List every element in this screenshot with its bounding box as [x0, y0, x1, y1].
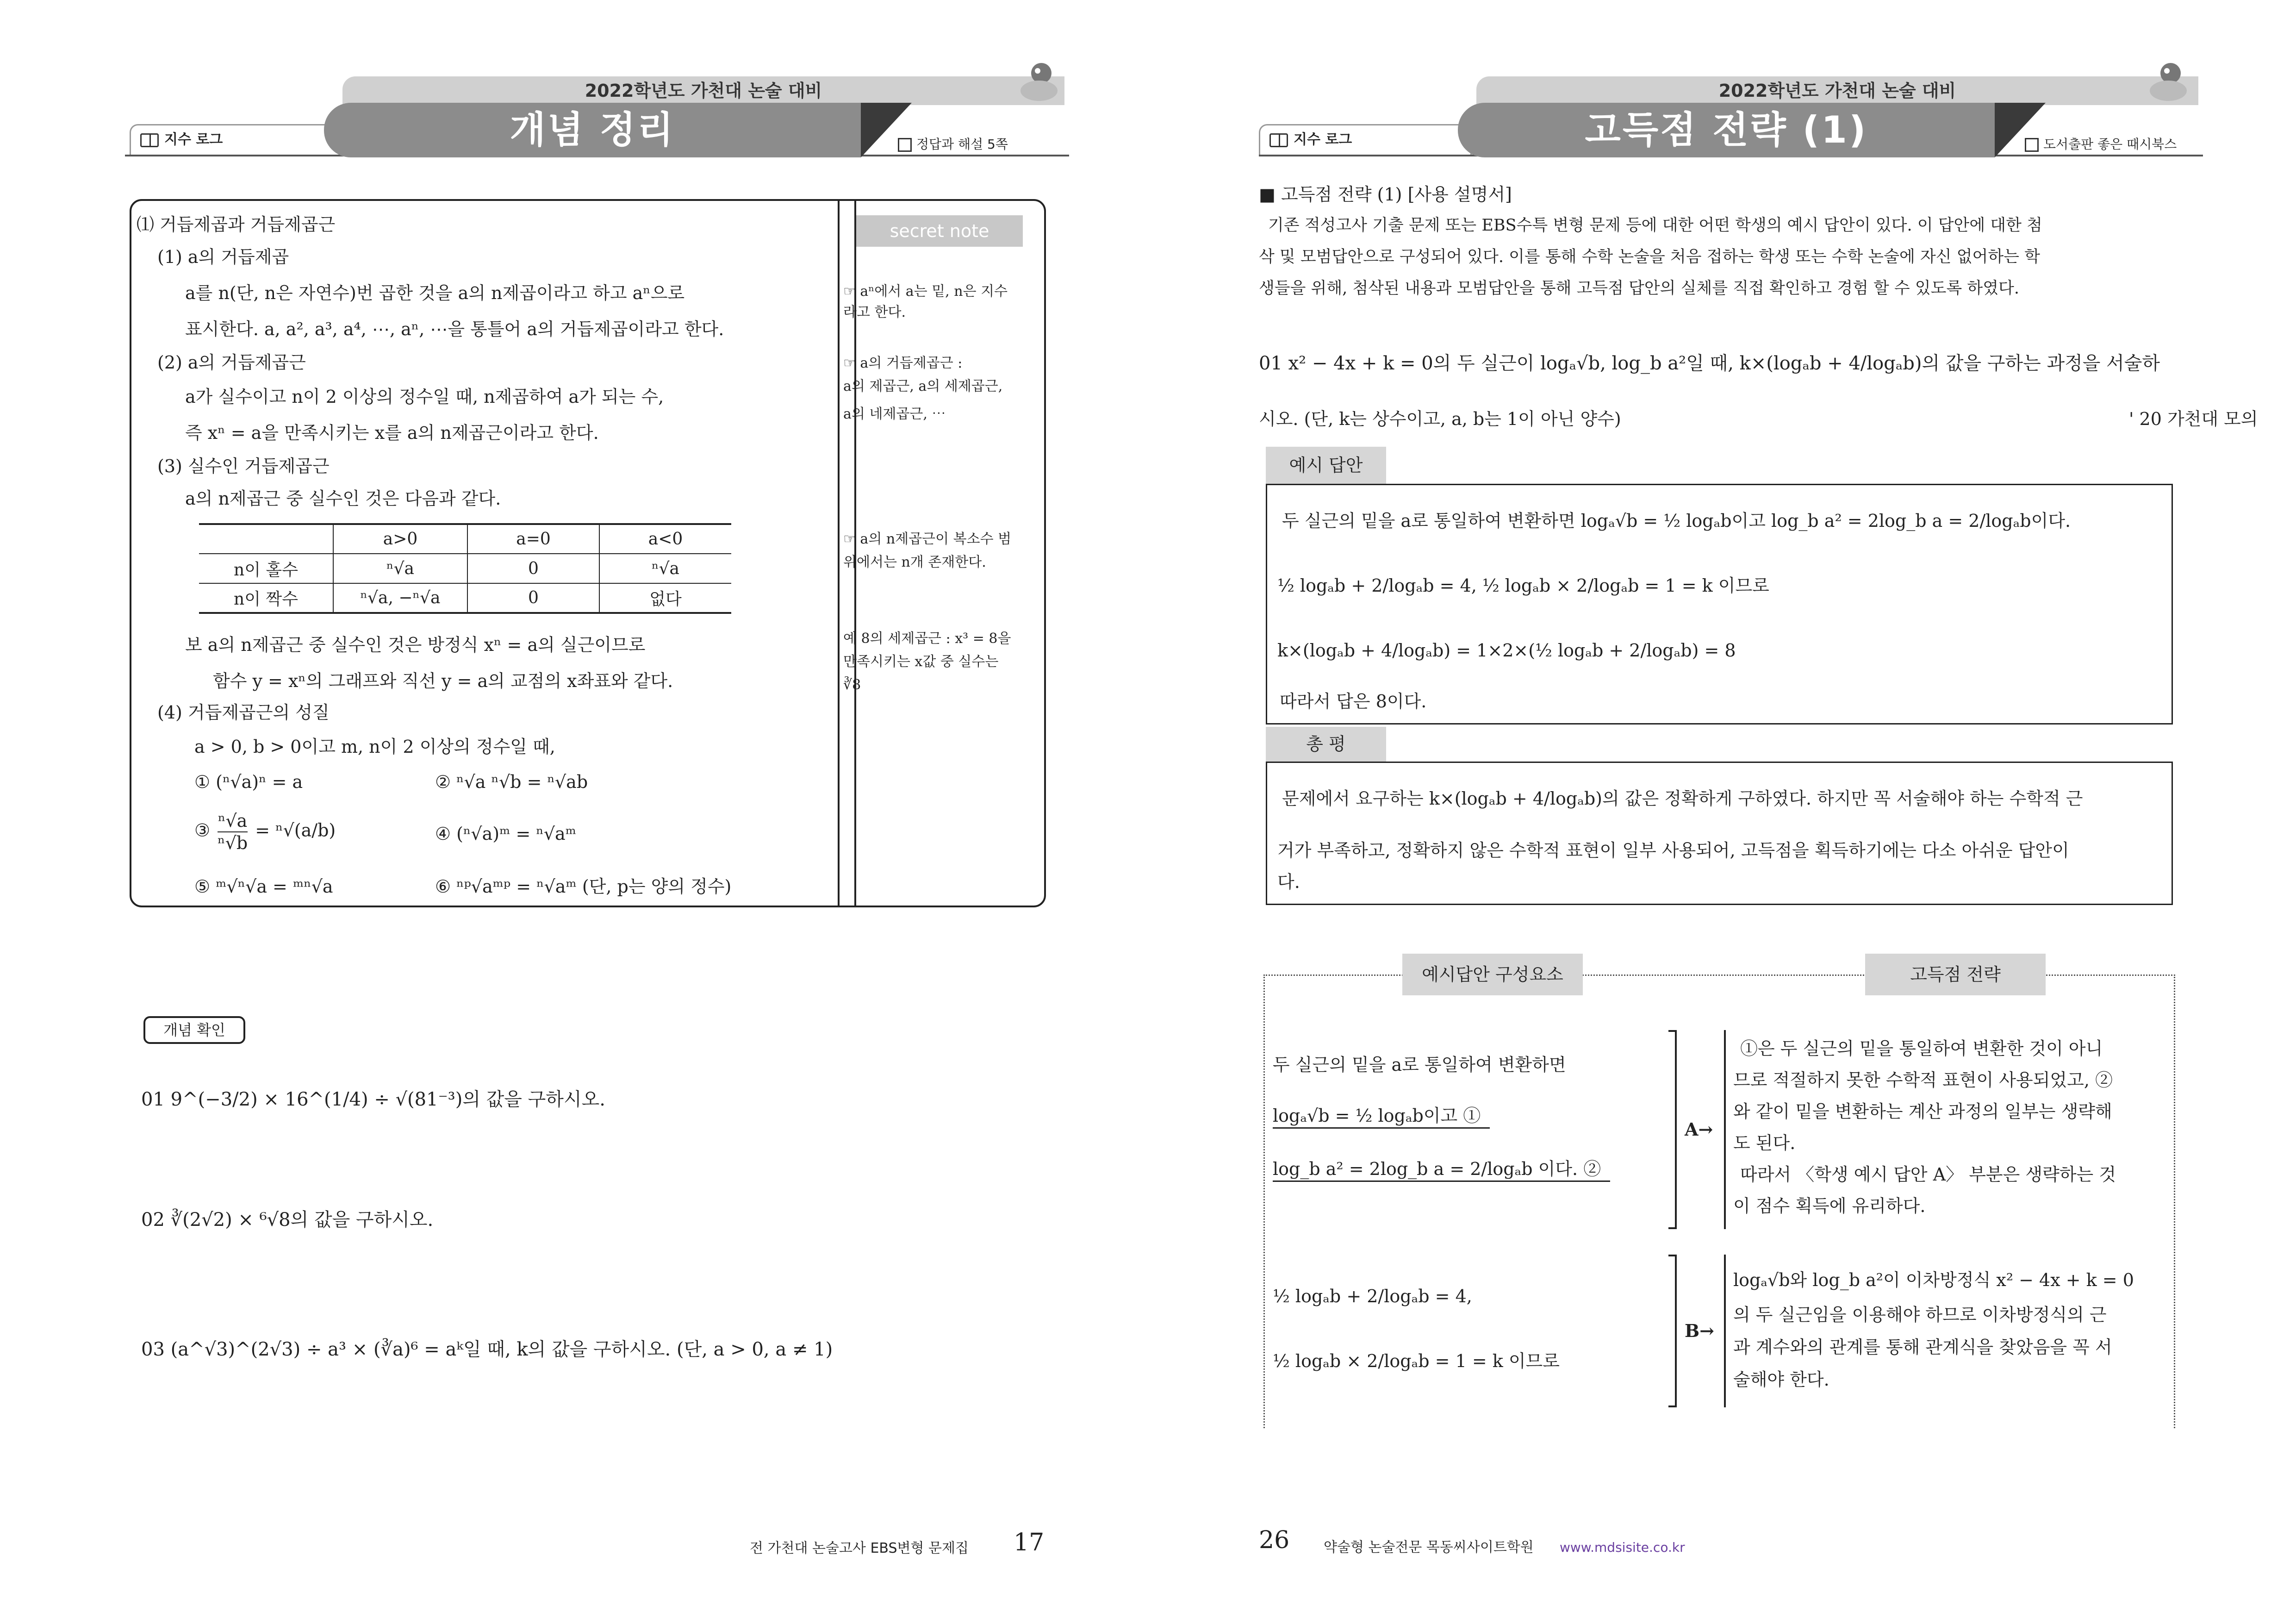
- example-answer-label: 예시 답안: [1266, 447, 1386, 484]
- problem-source: ' 20 가천대 모의: [2129, 409, 2258, 429]
- header-top-title: 2022학년도 가천대 논술 대비: [342, 76, 1064, 105]
- b-tag: B→: [1685, 1320, 1714, 1341]
- header-top-title: 2022학년도 가천대 논술 대비: [1476, 76, 2198, 105]
- book-icon: [1269, 133, 1288, 147]
- analysis-a-comment-1: ①은 두 실근의 밑을 통일하여 변환한 것이 아니: [1740, 1038, 2103, 1059]
- analysis-b-comment-1: logₐ√b와 log_b a²이 이차방정식 x² − 4x + k = 0: [1733, 1270, 2134, 1290]
- example-line-1: 두 실근의 밑을 a로 통일하여 변환하면 logₐ√b = ½ logₐb이고 log_b a² = 2log_b a = 2/logₐb이다.: [1282, 511, 2071, 531]
- note-2-line-1: ☞ a의 거듭제곱근 :: [843, 355, 963, 371]
- note-2-line-2: a의 제곱근, a의 세제곱근,: [843, 378, 1003, 394]
- section-2-line-2: 즉 xⁿ = a을 만족시키는 x를 a의 n제곱근이라고 한다.: [185, 423, 599, 443]
- section-4-title: (4) 거듭제곱근의 성질: [157, 702, 330, 723]
- note-1-line-2: 라고 한다.: [843, 304, 906, 320]
- header-tab: 지수 로그: [1259, 124, 1472, 155]
- question-3: 03 (a^√3)^(2√3) ÷ a³ × (∛a)⁶ = aᵏ일 때, k의 값을 구하시오. (단, a > 0, a ≠ 1): [141, 1339, 833, 1360]
- note-3-line-1: ☞ a의 n제곱근이 복소수 범: [843, 531, 1012, 547]
- analysis-b-line-2: ½ logₐb × 2/logₐb = 1 = k 이므로: [1273, 1351, 1560, 1371]
- review-label: 총 평: [1266, 727, 1386, 762]
- review-line-1: 문제에서 요구하는 k×(logₐb + 4/logₐb)의 값은 정확하게 구하였다. 하지만 꼭 서술해야 하는 수학적 근: [1282, 788, 2083, 809]
- section-3-line-1: a의 n제곱근 중 실수인 것은 다음과 같다.: [185, 488, 501, 509]
- note-4-line-1: 예 8의 세제곱근 : x³ = 8을: [843, 631, 1011, 647]
- footer-text: 약술형 논술전문 목동씨사이트학원: [1324, 1539, 1534, 1555]
- book-icon: [140, 133, 159, 147]
- a-tag: A→: [1685, 1119, 1713, 1140]
- mascot-logo-icon: [2143, 55, 2194, 106]
- analysis-left-label: 예시답안 구성요소: [1402, 954, 1583, 995]
- analysis-a-line-1: 두 실근의 밑을 a로 통일하여 변환하면: [1273, 1055, 1566, 1075]
- example-line-4: 따라서 답은 8이다.: [1280, 691, 1427, 712]
- reference-line-2: 함수 y = xⁿ의 그래프와 직선 y = a의 교점의 x좌표와 같다.: [213, 671, 673, 691]
- analysis-a-comment-5: 따라서 〈학생 예시 답안 A〉 부분은 생략하는 것: [1740, 1164, 2116, 1185]
- right-page: [1157, 0, 2277, 1624]
- analysis-a-line-2: logₐ√b = ½ logₐb이고 ①: [1273, 1104, 1490, 1129]
- note-4-line-2: 만족시키는 x값 중 실수는: [843, 654, 999, 670]
- header-tab: 지수 로그: [130, 124, 342, 155]
- section-2-line-1: a가 실수이고 n이 2 이상의 정수일 때, n제곱하여 a가 되는 수,: [185, 387, 664, 407]
- section-1-line-1: a를 n(단, n은 자연수)번 곱한 것을 a의 n제곱이라고 하고 aⁿ으로: [185, 283, 685, 303]
- analysis-a-comment-4: 도 된다.: [1733, 1133, 1796, 1153]
- note-1-line-1: ☞ aⁿ에서 a는 밑, n은 지수: [843, 283, 1008, 300]
- property-3: ③ $\frac{\text{ⁿ√a}}{\text{ⁿ√b}}$ = ⁿ√(a/b): [194, 811, 336, 853]
- analysis-a-comment-3: 와 같이 밑을 변환하는 계산 과정의 일부는 생략해: [1733, 1101, 2112, 1122]
- property-1: ① (ⁿ√a)ⁿ = a: [194, 772, 303, 792]
- secret-note-title: secret note: [856, 215, 1023, 247]
- page-number: 17: [1014, 1529, 1045, 1556]
- pencil-icon: [2025, 138, 2039, 152]
- footer-text: 전 가천대 논술고사 EBS변형 문제집: [750, 1540, 969, 1556]
- b-bracket: [1668, 1255, 1677, 1407]
- analysis-b-comment-2: 의 두 실근임을 이용해야 하므로 이차방정식의 근: [1733, 1305, 2107, 1325]
- mascot-logo-icon: [1014, 55, 1064, 106]
- section-1-line-2: 표시한다. a, a², a³, a⁴, ⋯, aⁿ, ⋯을 통틀어 a의 거듭제곱이라고 한다.: [185, 319, 724, 339]
- question-1: 01 9^(−3/2) × 16^(1/4) ÷ √(81⁻³)의 값을 구하시오.: [141, 1089, 605, 1110]
- real-root-table: a>0 a=0 a<0 n이 홀수 ⁿ√a 0 ⁿ√a n이 짝수 ⁿ√a, −ⁿ√a 0 없다: [199, 523, 731, 614]
- concept-check-badge: 개념 확인: [143, 1016, 245, 1044]
- analysis-a-line-3: log_b a² = 2log_b a = 2/logₐb 이다. ②: [1273, 1157, 1610, 1182]
- analysis-a-comment-6: 이 점수 획득에 유리하다.: [1733, 1196, 1926, 1216]
- header-right-note: 정답과 해설 5쪽: [898, 134, 1008, 153]
- analysis-b-line-1: ½ logₐb + 2/logₐb = 4,: [1273, 1286, 1472, 1306]
- question-2: 02 ∛(2√2) × ⁶√8의 값을 구하시오.: [141, 1209, 434, 1230]
- property-4: ④ (ⁿ√a)ᵐ = ⁿ√aᵐ: [435, 824, 577, 844]
- example-line-3: k×(logₐb + 4/logₐb) = 1×2×(½ logₐb + 2/logₐb) = 8: [1277, 640, 1736, 661]
- a-bracket: [1668, 1030, 1677, 1229]
- example-line-2: ½ logₐb + 2/logₐb = 4, ½ logₐb × 2/logₐb = 1 = k 이므로: [1277, 575, 1769, 596]
- analysis-a-comment-2: 므로 적절하지 못한 수학적 표현이 사용되었고, ②: [1733, 1070, 2113, 1090]
- property-2: ② ⁿ√a ⁿ√b = ⁿ√ab: [435, 772, 588, 792]
- analysis-b-comment-4: 술해야 한다.: [1733, 1369, 1829, 1390]
- section-2-title: (2) a의 거듭제곱근: [157, 352, 306, 373]
- problem-line-2: 시오. (단, k는 상수이고, a, b는 1이 아닌 양수): [1259, 409, 1621, 429]
- review-line-3: 다.: [1277, 872, 1300, 892]
- left-page: [19, 0, 1139, 1624]
- section-3-title: (3) 실수인 거듭제곱근: [157, 456, 330, 476]
- property-5: ⑤ ᵐ√ⁿ√a = ᵐⁿ√a: [194, 876, 333, 897]
- review-box: [1266, 762, 2173, 905]
- pencil-icon: [898, 138, 912, 152]
- page-number: 26: [1259, 1526, 1290, 1554]
- page-title: 개념 정리: [324, 103, 861, 157]
- section-1-title: (1) a의 거듭제곱: [157, 247, 289, 267]
- section-4-line-1: a > 0, b > 0이고 m, n이 2 이상의 정수일 때,: [194, 737, 555, 757]
- concept-heading: ⑴ 거듭제곱과 거듭제곱근: [137, 214, 336, 235]
- header-right-note: 도서출판 좋은 때시북스: [2025, 134, 2177, 153]
- review-line-2: 거가 부족하고, 정확하지 않은 수학적 표현이 일부 사용되어, 고득점을 획득하기에는 다소 아쉬운 답안이: [1277, 840, 2069, 861]
- page-title: 고득점 전략 (1): [1458, 103, 1995, 157]
- intro-title: ■ 고득점 전략 (1) [사용 설명서]: [1259, 184, 1512, 205]
- property-6: ⑥ ⁿᵖ√aᵐᵖ = ⁿ√aᵐ (단, p는 양의 정수): [435, 876, 732, 897]
- intro-line-2: 삭 및 모범답안으로 구성되어 있다. 이를 통해 수학 논술을 처음 접하는 학생 또는 수학 논술에 자신 없어하는 학: [1259, 248, 2040, 266]
- analysis-right-label: 고득점 전략: [1865, 954, 2046, 995]
- reference-line-1: 보 a의 n제곱근 중 실수인 것은 방정식 xⁿ = a의 실근이므로: [185, 635, 646, 655]
- intro-line-3: 생들을 위해, 첨삭된 내용과 모범답안을 통해 고득점 답안의 실체를 직접 확인하고 경험 할 수 있도록 하였다.: [1259, 279, 2019, 298]
- analysis-b-comment-3: 과 계수와의 관계를 통해 관계식을 찾았음을 꼭 서: [1733, 1337, 2112, 1357]
- intro-line-1: 기존 적성고사 기출 문제 또는 EBS수특 변형 문제 등에 대한 어떤 학생의 예시 답안이 있다. 이 답안에 대한 첨: [1268, 216, 2042, 235]
- note-4-line-3: ∛8: [843, 677, 861, 693]
- note-2-line-3: a의 네제곱근, ⋯: [843, 406, 946, 422]
- problem-line-1: 01 x² − 4x + k = 0의 두 실근이 logₐ√b, log_b a²일 때, k×(logₐb + 4/logₐb)의 값을 구하는 과정을 서술하: [1259, 353, 2160, 374]
- footer-url: www.mdsisite.co.kr: [1560, 1540, 1685, 1555]
- note-3-line-2: 위에서는 n개 존재한다.: [843, 554, 986, 570]
